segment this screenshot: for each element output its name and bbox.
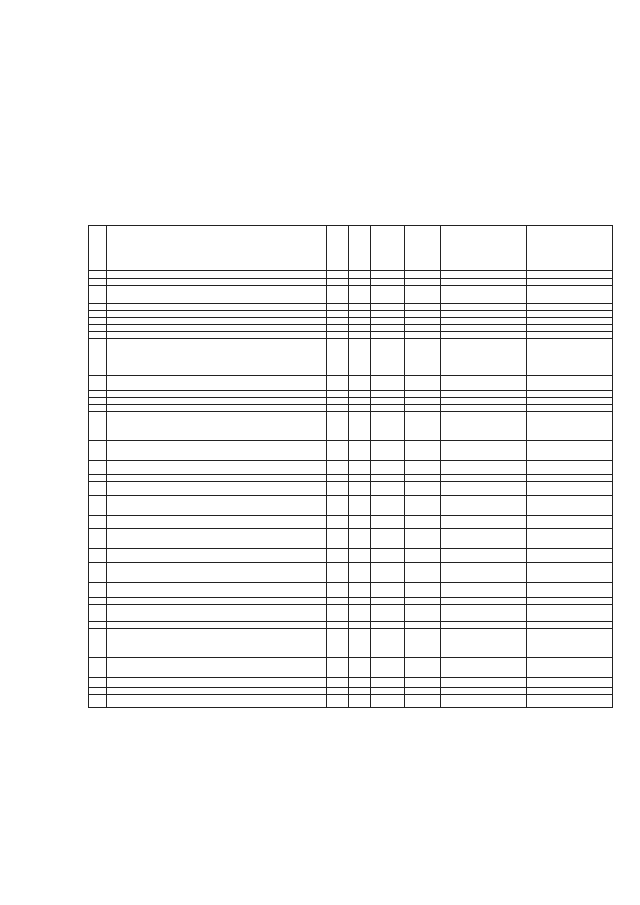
table-cell (349, 332, 371, 339)
table-row (89, 461, 613, 475)
table-cell (527, 605, 613, 622)
table-cell (327, 279, 349, 286)
table-row (89, 629, 613, 658)
table-cell (349, 629, 371, 658)
table-cell (527, 332, 613, 339)
table-cell (89, 339, 107, 376)
table-cell (349, 482, 371, 496)
table-cell (441, 516, 527, 529)
table-row (89, 658, 613, 678)
table-cell (405, 482, 441, 496)
table-cell (441, 441, 527, 461)
table-cell (527, 318, 613, 325)
table-row (89, 441, 613, 461)
table-cell (327, 563, 349, 583)
column-number-cell (371, 271, 405, 279)
table-cell (107, 475, 327, 482)
table-row (89, 286, 613, 304)
table-cell (107, 678, 327, 688)
table-cell (371, 405, 405, 412)
table-cell (441, 658, 527, 678)
table-cell (349, 311, 371, 318)
table-row (89, 678, 613, 688)
table-cell (349, 286, 371, 304)
table-row (89, 311, 613, 318)
table-cell (405, 318, 441, 325)
table-cell (349, 325, 371, 332)
table-cell (527, 622, 613, 629)
table-cell (107, 311, 327, 318)
table-row (89, 516, 613, 529)
column-number-cell (405, 271, 441, 279)
table-cell (371, 325, 405, 332)
table-cell (107, 279, 327, 286)
table-cell (107, 605, 327, 622)
column-number-cell (527, 271, 613, 279)
table-cell (527, 412, 613, 441)
table-cell (327, 304, 349, 311)
table-cell (89, 496, 107, 516)
table-cell (349, 583, 371, 598)
table-cell (441, 461, 527, 475)
table-cell (89, 688, 107, 695)
table-cell (371, 516, 405, 529)
table-cell (441, 304, 527, 311)
table-cell (405, 549, 441, 563)
table-cell (89, 475, 107, 482)
table-cell (527, 304, 613, 311)
table-cell (327, 688, 349, 695)
table-cell (405, 405, 441, 412)
table-cell (349, 678, 371, 688)
table-cell (405, 496, 441, 516)
table-cell (441, 475, 527, 482)
table-cell (405, 412, 441, 441)
table-cell (349, 475, 371, 482)
table-cell (107, 695, 327, 708)
table-cell (327, 622, 349, 629)
table-cell (405, 605, 441, 622)
table-cell (371, 605, 405, 622)
column-number-cell (89, 271, 107, 279)
table-cell (327, 376, 349, 391)
table-cell (441, 311, 527, 318)
table-cell (405, 688, 441, 695)
column-number-cell (441, 271, 527, 279)
table-cell (107, 482, 327, 496)
table-cell (371, 441, 405, 461)
table-cell (371, 496, 405, 516)
table-cell (441, 482, 527, 496)
table-cell (89, 563, 107, 583)
table-cell (107, 339, 327, 376)
table-cell (327, 412, 349, 441)
table-cell (89, 482, 107, 496)
table-cell (89, 658, 107, 678)
table-cell (107, 286, 327, 304)
table-row (89, 332, 613, 339)
table-cell (107, 398, 327, 405)
table-cell (349, 549, 371, 563)
table-cell (527, 583, 613, 598)
table-cell (349, 391, 371, 398)
table-cell (327, 286, 349, 304)
table-cell (349, 339, 371, 376)
table-cell (327, 325, 349, 332)
table-cell (89, 376, 107, 391)
table-cell (89, 441, 107, 461)
table-row (89, 598, 613, 605)
table-cell (327, 311, 349, 318)
header-cell (371, 226, 405, 271)
table-cell (527, 376, 613, 391)
table-cell (89, 325, 107, 332)
table-cell (89, 398, 107, 405)
table-cell (89, 549, 107, 563)
table-cell (405, 629, 441, 658)
table-row (89, 412, 613, 441)
table-cell (371, 279, 405, 286)
column-number-row (89, 271, 613, 279)
header-cell (441, 226, 527, 271)
table-cell (349, 605, 371, 622)
table-cell (327, 398, 349, 405)
table-cell (349, 398, 371, 405)
table-cell (327, 695, 349, 708)
table-cell (405, 461, 441, 475)
table-cell (441, 412, 527, 441)
table-cell (441, 391, 527, 398)
column-number-cell (349, 271, 371, 279)
table-cell (107, 622, 327, 629)
table-cell (527, 391, 613, 398)
table-cell (349, 516, 371, 529)
table-cell (441, 398, 527, 405)
table-cell (327, 549, 349, 563)
table-cell (371, 412, 405, 441)
table-cell (107, 658, 327, 678)
table-cell (527, 516, 613, 529)
table-cell (527, 678, 613, 688)
table-cell (327, 658, 349, 678)
table-cell (349, 598, 371, 605)
table-cell (527, 695, 613, 708)
table-cell (327, 475, 349, 482)
table-cell (107, 441, 327, 461)
table-cell (89, 605, 107, 622)
table-cell (371, 461, 405, 475)
table-cell (371, 695, 405, 708)
table-cell (349, 461, 371, 475)
table-cell (405, 376, 441, 391)
table-cell (441, 332, 527, 339)
table-row (89, 695, 613, 708)
table-cell (405, 563, 441, 583)
table-cell (441, 688, 527, 695)
table-cell (441, 529, 527, 549)
table-cell (371, 622, 405, 629)
table-row (89, 583, 613, 598)
table-cell (371, 598, 405, 605)
table-row (89, 529, 613, 549)
table-cell (405, 598, 441, 605)
table-cell (349, 304, 371, 311)
table-cell (405, 332, 441, 339)
table-row (89, 376, 613, 391)
table-cell (371, 678, 405, 688)
table-cell (349, 529, 371, 549)
table-cell (527, 311, 613, 318)
table-cell (527, 598, 613, 605)
table-row (89, 605, 613, 622)
table-cell (441, 325, 527, 332)
table-cell (441, 583, 527, 598)
table-cell (327, 332, 349, 339)
header-cell (89, 226, 107, 271)
header-cell (349, 226, 371, 271)
table-cell (327, 482, 349, 496)
table-cell (349, 405, 371, 412)
table-cell (107, 629, 327, 658)
table-cell (527, 688, 613, 695)
table-cell (107, 318, 327, 325)
table-cell (405, 304, 441, 311)
table-cell (405, 391, 441, 398)
table-cell (89, 311, 107, 318)
table-cell (371, 629, 405, 658)
table-cell (327, 605, 349, 622)
table-cell (349, 441, 371, 461)
table-cell (441, 678, 527, 688)
table-row (89, 304, 613, 311)
table-cell (441, 376, 527, 391)
table-cell (405, 441, 441, 461)
table-cell (107, 304, 327, 311)
table-cell (327, 339, 349, 376)
table-cell (405, 279, 441, 286)
table-cell (107, 325, 327, 332)
table-cell (107, 549, 327, 563)
table-cell (107, 583, 327, 598)
table-cell (441, 549, 527, 563)
table-cell (371, 398, 405, 405)
table-row (89, 688, 613, 695)
table-cell (371, 658, 405, 678)
table-cell (441, 286, 527, 304)
table-cell (327, 583, 349, 598)
table-row (89, 318, 613, 325)
table-cell (441, 496, 527, 516)
table-row (89, 279, 613, 286)
table-cell (89, 391, 107, 398)
table-cell (371, 304, 405, 311)
table-cell (107, 496, 327, 516)
table-row (89, 482, 613, 496)
table-cell (371, 339, 405, 376)
table-cell (405, 695, 441, 708)
header-cell (405, 226, 441, 271)
table-cell (371, 482, 405, 496)
table-cell (405, 529, 441, 549)
table-cell (371, 318, 405, 325)
table-cell (441, 339, 527, 376)
table-cell (349, 412, 371, 441)
table-cell (327, 529, 349, 549)
table-cell (107, 376, 327, 391)
table-row (89, 496, 613, 516)
table-cell (527, 629, 613, 658)
table-cell (349, 496, 371, 516)
table-cell (527, 482, 613, 496)
table-cell (441, 605, 527, 622)
header-cell (327, 226, 349, 271)
table-cell (89, 678, 107, 688)
table-cell (89, 304, 107, 311)
header-cell (107, 226, 327, 271)
table-cell (527, 461, 613, 475)
table-cell (441, 318, 527, 325)
table-cell (107, 516, 327, 529)
table-cell (371, 475, 405, 482)
table-cell (527, 405, 613, 412)
table-cell (89, 598, 107, 605)
table-cell (349, 658, 371, 678)
table-cell (371, 529, 405, 549)
table-cell (89, 286, 107, 304)
table-cell (405, 475, 441, 482)
table-row (89, 549, 613, 563)
table-cell (89, 405, 107, 412)
table-cell (327, 391, 349, 398)
table-cell (89, 332, 107, 339)
table-cell (441, 405, 527, 412)
table-cell (527, 325, 613, 332)
table-cell (527, 339, 613, 376)
table-cell (349, 279, 371, 286)
table-cell (349, 688, 371, 695)
table-cell (107, 529, 327, 549)
table-cell (107, 461, 327, 475)
table-cell (89, 629, 107, 658)
header-cell (527, 226, 613, 271)
table-cell (371, 311, 405, 318)
table-cell (527, 529, 613, 549)
table-cell (527, 286, 613, 304)
table-row (89, 622, 613, 629)
table-cell (327, 441, 349, 461)
table-cell (441, 598, 527, 605)
table-cell (107, 563, 327, 583)
table-cell (405, 339, 441, 376)
table-cell (327, 516, 349, 529)
table-cell (405, 311, 441, 318)
table-cell (405, 658, 441, 678)
table-cell (107, 332, 327, 339)
table-cell (441, 695, 527, 708)
table-cell (327, 598, 349, 605)
table-cell (527, 563, 613, 583)
table-cell (527, 658, 613, 678)
table-cell (107, 688, 327, 695)
table-cell (89, 695, 107, 708)
table-cell (327, 405, 349, 412)
table-cell (371, 286, 405, 304)
table-cell (349, 318, 371, 325)
table-cell (349, 563, 371, 583)
table-cell (527, 398, 613, 405)
table-cell (107, 412, 327, 441)
table-cell (327, 496, 349, 516)
table-cell (527, 475, 613, 482)
table-cell (89, 529, 107, 549)
table-cell (405, 678, 441, 688)
table-cell (107, 598, 327, 605)
table-cell (371, 376, 405, 391)
table-cell (327, 318, 349, 325)
table-cell (527, 549, 613, 563)
table-cell (371, 563, 405, 583)
table-cell (441, 622, 527, 629)
table-cell (327, 678, 349, 688)
table-cell (405, 325, 441, 332)
table-cell (371, 688, 405, 695)
table-row (89, 563, 613, 583)
table-row (89, 475, 613, 482)
table-cell (89, 412, 107, 441)
table-cell (441, 279, 527, 286)
table-cell (371, 583, 405, 598)
table-cell (405, 583, 441, 598)
table-cell (405, 622, 441, 629)
table-cell (441, 563, 527, 583)
column-number-cell (327, 271, 349, 279)
table-cell (371, 332, 405, 339)
table-cell (89, 583, 107, 598)
table-cell (89, 622, 107, 629)
table-cell (89, 318, 107, 325)
table-cell (349, 622, 371, 629)
table-cell (371, 391, 405, 398)
table-cell (89, 461, 107, 475)
table-cell (89, 279, 107, 286)
table-cell (527, 496, 613, 516)
table-cell (527, 441, 613, 461)
table-cell (405, 398, 441, 405)
table-row (89, 339, 613, 376)
table-cell (327, 629, 349, 658)
table-row (89, 398, 613, 405)
table-cell (405, 286, 441, 304)
table-row (89, 391, 613, 398)
table-cell (527, 279, 613, 286)
table-cell (107, 405, 327, 412)
table-cell (371, 549, 405, 563)
table-cell (441, 629, 527, 658)
expenditure-table (88, 225, 613, 708)
table-row (89, 325, 613, 332)
table-header-row (89, 226, 613, 271)
table-cell (349, 695, 371, 708)
table-cell (405, 516, 441, 529)
table-cell (349, 376, 371, 391)
table-row (89, 405, 613, 412)
column-number-cell (107, 271, 327, 279)
table-cell (89, 516, 107, 529)
table-cell (107, 391, 327, 398)
table-cell (327, 461, 349, 475)
